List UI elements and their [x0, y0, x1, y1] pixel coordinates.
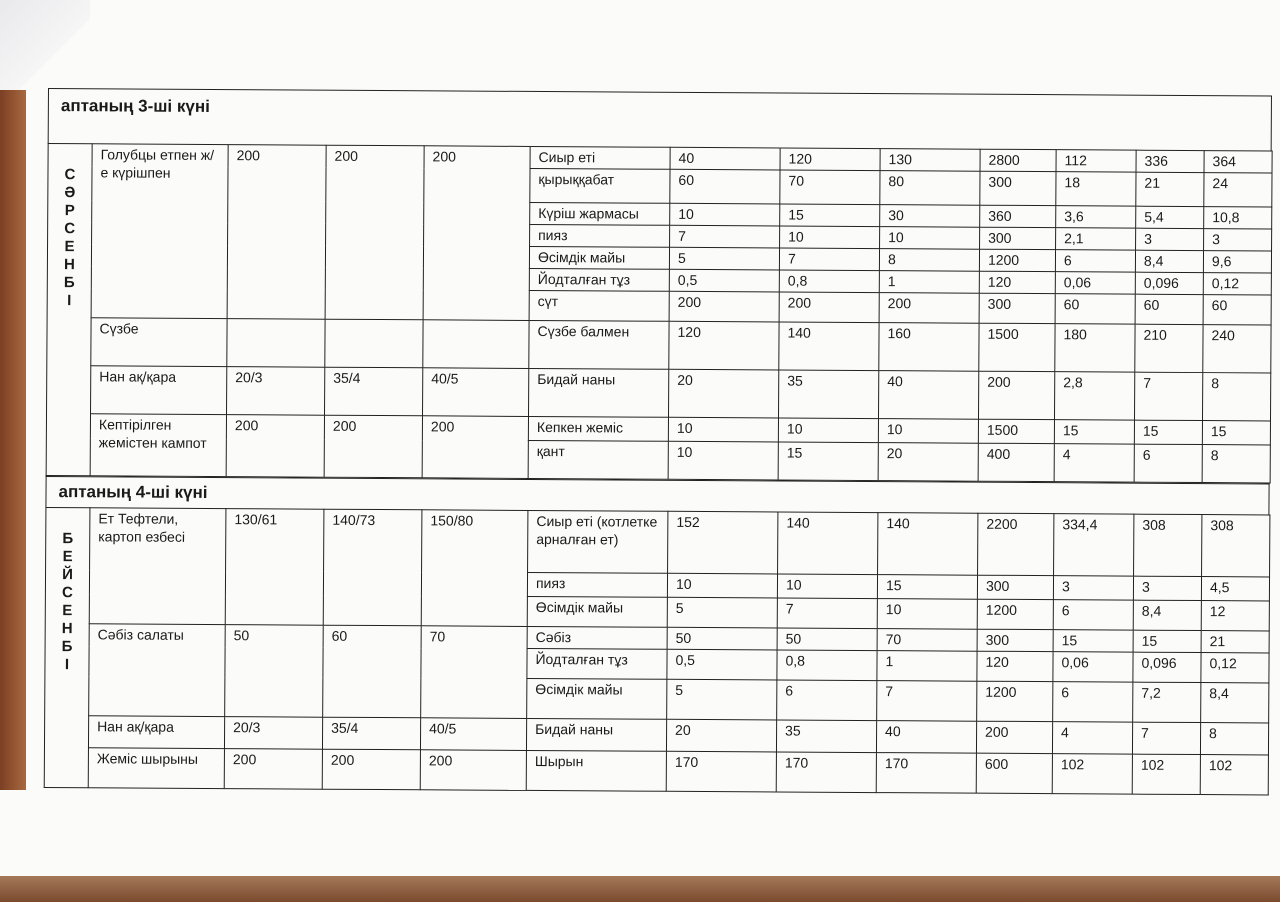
- value-cell: 336: [1136, 150, 1204, 172]
- dish-name: Нан ақ/қара: [88, 716, 224, 749]
- portion-cell: 150/80: [421, 510, 528, 627]
- value-cell: 1500: [979, 323, 1055, 371]
- value-cell: 2,1: [1056, 228, 1136, 250]
- value-cell: 8,4: [1201, 683, 1269, 723]
- dish-name: Сәбіз салаты: [89, 624, 226, 717]
- portion-cell: 70: [421, 626, 528, 719]
- value-cell: 10,8: [1204, 207, 1272, 229]
- value-cell: 120: [979, 271, 1055, 293]
- value-cell: 200: [976, 721, 1052, 753]
- value-cell: 1: [877, 651, 977, 682]
- value-cell: 200: [978, 371, 1054, 419]
- ingredient-name: Сәбіз: [527, 626, 667, 649]
- ingredient-name: Өсімдік майы: [529, 246, 669, 269]
- value-cell: 6: [1055, 250, 1135, 272]
- value-cell: 0,5: [667, 649, 777, 680]
- value-cell: 4,5: [1201, 577, 1269, 601]
- portion-cell: 200: [423, 146, 530, 321]
- value-cell: 40: [876, 721, 976, 754]
- value-cell: 6: [1053, 600, 1133, 630]
- value-cell: 15: [1053, 630, 1133, 652]
- value-cell: 102: [1052, 754, 1132, 794]
- value-cell: 210: [1135, 324, 1203, 372]
- value-cell: 10: [877, 599, 977, 630]
- value-cell: 3,6: [1056, 206, 1136, 228]
- value-cell: 40: [670, 147, 780, 170]
- value-cell: 40: [878, 371, 978, 420]
- portion-cell: 130/61: [225, 509, 324, 626]
- value-cell: 8: [1200, 723, 1268, 755]
- ingredient-name: Сиыр еті: [530, 146, 670, 169]
- value-cell: 2200: [978, 513, 1054, 575]
- value-cell: 50: [777, 628, 877, 651]
- value-cell: 300: [980, 227, 1056, 249]
- value-cell: 6: [777, 680, 877, 721]
- value-cell: 60: [670, 169, 780, 204]
- value-cell: 140: [779, 322, 879, 371]
- value-cell: 10: [778, 418, 878, 443]
- value-cell: 50: [667, 627, 777, 650]
- value-cell: 80: [880, 171, 980, 206]
- portion-cell: 200: [322, 749, 420, 790]
- portion-cell: 200: [224, 749, 322, 790]
- value-cell: 1: [879, 271, 979, 294]
- value-cell: 10: [668, 441, 778, 480]
- portion-cell: 200: [324, 415, 422, 478]
- value-cell: 3: [1136, 228, 1204, 250]
- value-cell: 170: [876, 753, 976, 794]
- value-cell: 0,096: [1133, 652, 1201, 682]
- value-cell: 0,06: [1055, 272, 1135, 294]
- portion-cell: 50: [225, 625, 324, 718]
- weekday-label: Б Е Й С Е Н Б І: [44, 507, 90, 787]
- value-cell: 360: [980, 205, 1056, 227]
- portion-cell: 35/4: [322, 717, 420, 750]
- portion-cell: 200: [420, 750, 526, 791]
- ingredient-name: Кепкен жеміс: [528, 416, 668, 441]
- value-cell: 0,12: [1201, 653, 1269, 683]
- value-cell: 15: [1202, 421, 1270, 445]
- value-cell: 10: [670, 203, 780, 226]
- value-cell: 15: [1054, 420, 1134, 444]
- ingredient-name: Йодталған тұз: [529, 268, 669, 291]
- ingredient-name: Өсімдік майы: [527, 596, 667, 627]
- value-cell: 10: [880, 227, 980, 250]
- value-cell: 7: [779, 248, 879, 271]
- value-cell: 5: [667, 597, 777, 628]
- value-cell: 180: [1055, 324, 1135, 372]
- portion-cell: [423, 320, 529, 369]
- value-cell: 70: [877, 629, 977, 652]
- value-cell: 200: [669, 291, 779, 322]
- value-cell: 170: [666, 751, 776, 792]
- value-cell: 20: [669, 369, 779, 418]
- portion-cell: 140/73: [323, 509, 422, 626]
- value-cell: 4: [1052, 722, 1132, 754]
- table-surface-bottom: [0, 876, 1280, 902]
- value-cell: 1200: [979, 249, 1055, 271]
- value-cell: 7: [670, 225, 780, 248]
- menu-document: [44, 88, 1272, 795]
- table-row: [47, 317, 1271, 372]
- value-cell: 300: [980, 171, 1056, 205]
- value-cell: 170: [776, 752, 876, 793]
- table-row: [44, 747, 1268, 794]
- value-cell: 10: [668, 417, 778, 442]
- ingredient-name: Йодталған тұз: [527, 648, 667, 679]
- ingredient-name: Өсімдік майы: [527, 678, 667, 719]
- dish-name: Голубцы етпен ж/е күрішпен: [91, 144, 228, 319]
- value-cell: 6: [1053, 682, 1133, 722]
- value-cell: 24: [1204, 173, 1272, 207]
- table-surface-left: [0, 90, 26, 790]
- menu-table: [44, 507, 1271, 795]
- portion-cell: [227, 319, 325, 368]
- portion-cell: 200: [422, 416, 528, 479]
- portion-cell: 20/3: [227, 367, 325, 416]
- value-cell: 7: [1134, 372, 1202, 420]
- value-cell: 7: [877, 681, 977, 722]
- day-title: аптаның 3-ші күні: [48, 88, 1272, 150]
- value-cell: 3: [1133, 576, 1201, 600]
- ingredient-name: Шырын: [526, 750, 666, 791]
- value-cell: 308: [1134, 514, 1202, 576]
- value-cell: 300: [979, 293, 1055, 323]
- dish-name: Сүзбе: [91, 318, 227, 367]
- value-cell: 15: [780, 204, 880, 227]
- portion-cell: 200: [226, 415, 324, 478]
- value-cell: 200: [879, 293, 979, 324]
- value-cell: 30: [880, 205, 980, 228]
- value-cell: 70: [780, 170, 880, 205]
- value-cell: 7: [1132, 722, 1200, 754]
- value-cell: 8,4: [1133, 600, 1201, 630]
- value-cell: 21: [1201, 631, 1269, 653]
- ingredient-name: Бидай наны: [529, 368, 669, 417]
- value-cell: 0,06: [1053, 652, 1133, 682]
- value-cell: 12: [1201, 601, 1269, 631]
- value-cell: 1200: [977, 681, 1053, 721]
- portion-cell: 200: [325, 145, 424, 320]
- value-cell: 152: [668, 511, 778, 574]
- value-cell: 120: [669, 321, 779, 370]
- value-cell: 2,8: [1054, 372, 1134, 420]
- value-cell: 8,4: [1135, 250, 1203, 272]
- value-cell: 7,2: [1133, 682, 1201, 722]
- value-cell: 1500: [978, 419, 1054, 443]
- value-cell: 10: [878, 419, 978, 444]
- value-cell: 140: [878, 513, 978, 576]
- value-cell: 15: [1134, 420, 1202, 444]
- weekday-label: С Ә Р С Е Н Б І: [46, 144, 92, 476]
- value-cell: 15: [877, 575, 977, 600]
- value-cell: 0,8: [779, 270, 879, 293]
- value-cell: 5,4: [1136, 206, 1204, 228]
- value-cell: 2800: [980, 149, 1056, 171]
- value-cell: 35: [776, 720, 876, 753]
- value-cell: 160: [879, 323, 979, 372]
- value-cell: 60: [1135, 294, 1203, 324]
- portion-cell: 20/3: [224, 717, 322, 750]
- portion-cell: 35/4: [325, 367, 423, 416]
- value-cell: 130: [880, 149, 980, 172]
- value-cell: 20: [878, 443, 978, 482]
- value-cell: 334,4: [1054, 514, 1134, 576]
- value-cell: 10: [777, 574, 877, 599]
- dish-name: Ет Тефтели, картоп езбесі: [89, 508, 226, 625]
- value-cell: 18: [1056, 172, 1136, 206]
- portion-cell: 40/5: [420, 718, 526, 751]
- value-cell: 8: [1202, 373, 1270, 421]
- ingredient-name: қырыққабат: [530, 168, 670, 203]
- value-cell: 6: [1134, 444, 1202, 482]
- ingredient-name: сүт: [529, 290, 669, 321]
- value-cell: 21: [1136, 172, 1204, 206]
- table-row: [47, 365, 1271, 420]
- value-cell: 240: [1203, 325, 1271, 373]
- value-cell: 1200: [977, 599, 1053, 629]
- table-row: [46, 507, 1270, 576]
- ingredient-name: пияз: [527, 572, 667, 597]
- value-cell: 3: [1204, 229, 1272, 251]
- ingredient-name: Сүзбе балмен: [529, 320, 669, 369]
- value-cell: 15: [1133, 630, 1201, 652]
- portion-cell: 40/5: [423, 368, 529, 417]
- portion-cell: 200: [227, 145, 326, 320]
- dish-name: Кептірілген жемістен кампот: [90, 414, 226, 477]
- value-cell: 9,6: [1203, 251, 1271, 273]
- value-cell: 102: [1200, 755, 1268, 795]
- ingredient-name: пияз: [530, 224, 670, 247]
- portion-cell: 60: [323, 625, 422, 718]
- value-cell: 364: [1204, 151, 1272, 173]
- ingredient-name: Сиыр еті (котлетке арналған ет): [528, 510, 668, 573]
- value-cell: 120: [780, 148, 880, 171]
- value-cell: 0,5: [669, 269, 779, 292]
- value-cell: 35: [778, 370, 878, 419]
- value-cell: 0,096: [1135, 272, 1203, 294]
- value-cell: 140: [778, 512, 878, 575]
- menu-table: [46, 143, 1273, 483]
- value-cell: 5: [667, 679, 777, 720]
- value-cell: 600: [976, 753, 1052, 793]
- value-cell: 300: [977, 629, 1053, 651]
- value-cell: 10: [667, 573, 777, 598]
- ingredient-name: Күріш жармасы: [530, 202, 670, 225]
- value-cell: 308: [1202, 515, 1270, 577]
- value-cell: 20: [666, 719, 776, 752]
- value-cell: 112: [1056, 150, 1136, 172]
- value-cell: 102: [1132, 754, 1200, 794]
- portion-cell: [325, 319, 423, 368]
- value-cell: 5: [669, 247, 779, 270]
- value-cell: 400: [978, 443, 1054, 481]
- value-cell: 200: [779, 292, 879, 323]
- dish-name: Жеміс шырыны: [88, 748, 224, 789]
- value-cell: 0,8: [777, 650, 877, 681]
- value-cell: 15: [778, 442, 878, 481]
- value-cell: 4: [1054, 444, 1134, 482]
- value-cell: 60: [1055, 294, 1135, 324]
- value-cell: 8: [1202, 445, 1270, 483]
- value-cell: 8: [879, 249, 979, 272]
- value-cell: 300: [977, 575, 1053, 599]
- ingredient-name: Бидай наны: [526, 718, 666, 751]
- value-cell: 60: [1203, 295, 1271, 325]
- page-fold: [0, 0, 90, 90]
- dish-name: Нан ақ/қара: [91, 366, 227, 415]
- value-cell: 7: [777, 598, 877, 629]
- value-cell: 3: [1053, 576, 1133, 600]
- ingredient-name: қант: [528, 440, 668, 479]
- value-cell: 10: [780, 226, 880, 249]
- value-cell: 0,12: [1203, 273, 1271, 295]
- day-title: аптаның 4-ші күні: [45, 476, 1269, 514]
- value-cell: 120: [977, 651, 1053, 681]
